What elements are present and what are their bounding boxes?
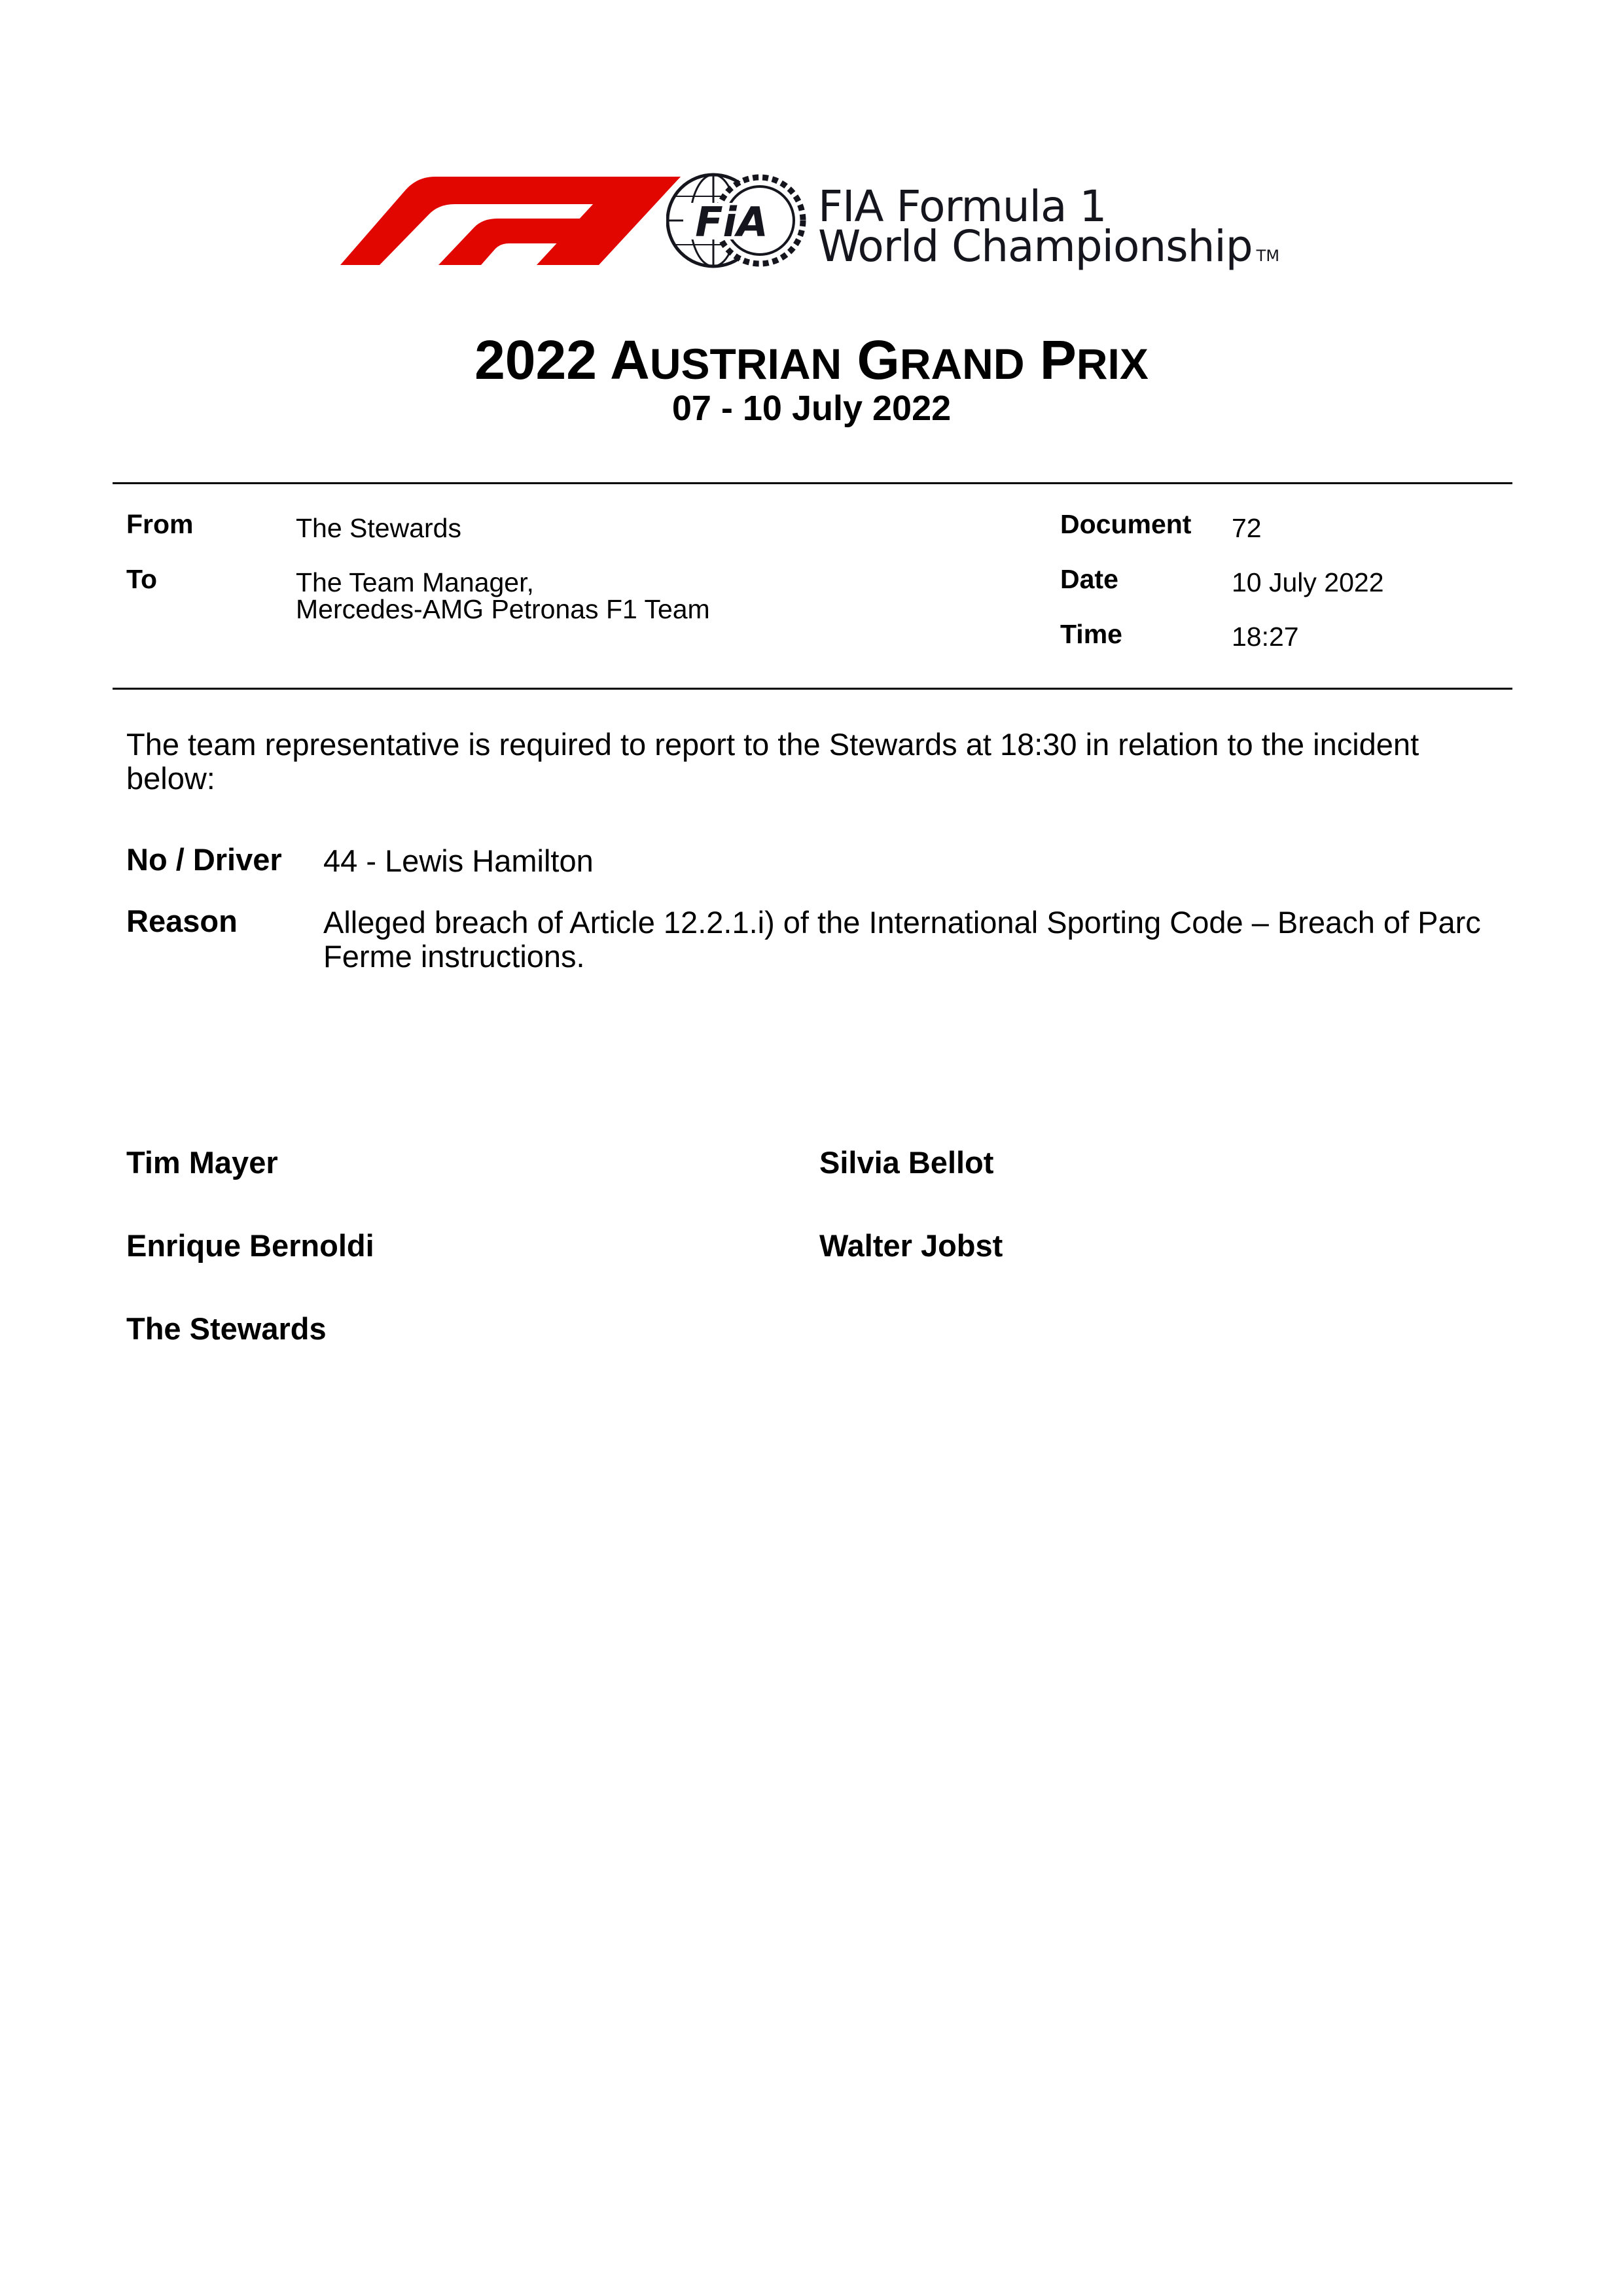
from-label: From [126, 509, 194, 539]
date-label: Date [1060, 564, 1118, 594]
fia-emblem-text: FiA [695, 198, 768, 246]
fia-emblem-icon [666, 169, 807, 272]
to-label: To [126, 564, 158, 594]
page-title [0, 327, 1623, 397]
title-year: 2022 [474, 329, 597, 391]
divider-bottom [113, 688, 1512, 690]
divider-top [113, 482, 1512, 484]
signatory-tim-mayer: Tim Mayer [126, 1145, 278, 1180]
title-word-grand-rest: RAND [899, 340, 1025, 388]
reason-label: Reason [126, 904, 238, 938]
f1-logo [340, 177, 681, 265]
title-word-prix-rest: RIX [1076, 340, 1149, 388]
document-number: 72 [1232, 513, 1262, 543]
to-value-line2: Mercedes-AMG Petronas F1 Team [296, 594, 710, 624]
date-value: 10 July 2022 [1232, 567, 1384, 597]
title-word-austrian-initial: A [610, 329, 650, 391]
intro-line-1: The team representative is required to report to the Stewards at 18:30 in relation to the incident [126, 727, 1419, 762]
signatories-footer: The Stewards [126, 1311, 327, 1346]
trademark: TM [1256, 247, 1280, 265]
title-word-austrian-rest: USTRIAN [649, 340, 842, 388]
title-word-grand-initial: G [857, 329, 900, 391]
brand-line-1: FIA Formula 1 [818, 181, 1107, 232]
intro-line-2: below: [126, 761, 215, 796]
signatory-walter-jobst: Walter Jobst [819, 1228, 1003, 1263]
event-dates: 07 - 10 July 2022 [671, 389, 952, 428]
time-label: Time [1060, 619, 1122, 649]
document-label: Document [1060, 509, 1192, 539]
title-word-austrian [610, 329, 842, 391]
time-value: 18:27 [1232, 622, 1299, 652]
signatory-enrique-bernoldi: Enrique Bernoldi [126, 1228, 374, 1263]
brand-line-2 [818, 221, 1280, 277]
signatory-silvia-bellot: Silvia Bellot [819, 1145, 994, 1180]
to-value-line1: The Team Manager, [296, 567, 534, 597]
title-word-grand [857, 329, 1025, 391]
title-word-prix [1040, 329, 1149, 391]
reason-line-1: Alleged breach of Article 12.2.1.i) of the International Sporting Code – Breach of Parc [323, 905, 1481, 940]
title-word-prix-initial: P [1039, 329, 1077, 391]
driver-label: No / Driver [126, 842, 282, 877]
brand-line-2-text: World Championship [818, 221, 1253, 272]
from-value: The Stewards [296, 513, 461, 543]
driver-value: 44 - Lewis Hamilton [323, 843, 594, 878]
reason-line-2: Ferme instructions. [323, 939, 585, 974]
